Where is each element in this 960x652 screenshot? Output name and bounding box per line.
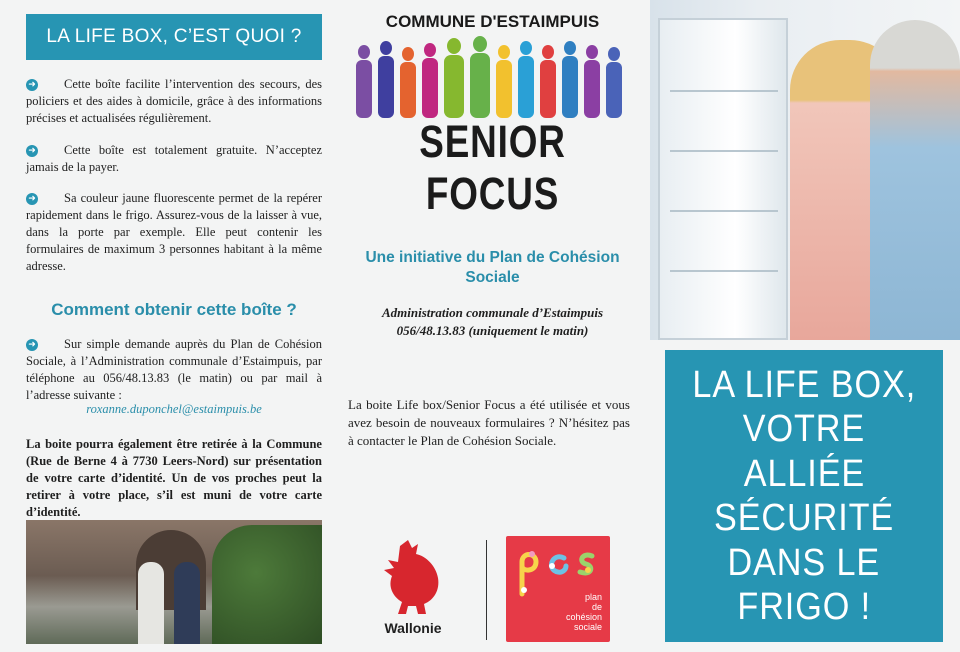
bullet-text-2: Cette boîte est totalement gratuite. N’acceptez jamais de la payer. (26, 143, 322, 174)
photo-man-shape (870, 20, 960, 340)
senior-focus-people-logo (352, 36, 632, 120)
contact-email-link[interactable]: roxanne.duponchel@estaimpuis.be (86, 402, 262, 416)
photo-shelf (670, 90, 778, 92)
arrow-bullet-icon: ➜ (26, 79, 38, 91)
town-hall-photo (26, 520, 322, 644)
bullet-text-3: Sa couleur jaune fluorescente permet de la repérer rapidement dans le frigo. Assurez-vous de la laisser à vue, dans la porte par exemple. Elle peut contenir les formulaires de maximum 3 personnes habitant à la même adresse. (26, 191, 322, 273)
bullet-paragraph-1 (26, 76, 322, 127)
new-forms-paragraph: La boite Life box/Senior Focus a été utilisée et vous avez besoin de nouveaux formulaires ? N’hésitez pas à contacter le Plan de Cohésion Sociale. (348, 397, 630, 448)
administration-phone: 056/48.13.83 (uniquement le matin) (396, 323, 589, 338)
photo-shelf (670, 210, 778, 212)
photo-hedge-shape (212, 525, 322, 644)
left-column (0, 0, 340, 652)
photo-shelf (670, 270, 778, 272)
photo-fridge-shape (658, 18, 788, 340)
photo-person-shape (138, 562, 164, 644)
photo-shelf (670, 150, 778, 152)
senior-focus-logo-text: SENIOR FOCUS (419, 116, 566, 219)
right-column (645, 0, 960, 652)
logo-divider (486, 540, 487, 640)
commune-title: COMMUNE D'ESTAIMPUIS (385, 12, 600, 31)
how-to-obtain-paragraph (26, 336, 322, 404)
initiative-text: Une initiative du Plan de Cohésion Sociale (365, 249, 620, 286)
bullet-paragraph-2 (26, 142, 322, 176)
wallonie-rooster-icon (378, 538, 448, 618)
pcs-label-line: sociale (573, 622, 602, 632)
pickup-paragraph: La boite pourra également être retirée à la Commune (Rue de Berne 4 à 7730 Leers-Nord) sur présentation de votre carte d’identité. Un de vos proches peut la retirer à votre place, s’il est muni de votre carte d’identité. (26, 437, 322, 519)
pcs-label-line: plan (584, 592, 602, 602)
slogan-line: LA LIFE BOX, (692, 363, 916, 406)
pcs-label-line: cohésion (565, 612, 602, 622)
photo-person-shape (174, 562, 200, 644)
how-to-obtain-text: Sur simple demande auprès du Plan de Cohésion Sociale, à l’Administration communale d’Estaimpuis, par téléphone au 056/48.13.83 (le matin) ou par mail à l’adresse suivante : (26, 337, 322, 402)
bullet-text-1: Cette boîte facilite l’intervention des secours, des policiers et des aides à domicile, grâce à des informations précises et actualisées régulièrement. (26, 77, 322, 125)
wallonie-label: Wallonie (384, 620, 442, 636)
administration-name: Administration communale d’Estaimpuis (381, 305, 604, 320)
life-box-title-banner: LA LIFE BOX, C’EST QUOI ? (26, 14, 322, 60)
slogan-box (665, 350, 943, 642)
how-to-obtain-heading: Comment obtenir cette boîte ? (51, 300, 297, 319)
seniors-fridge-photo (650, 0, 960, 340)
slogan-line: DANS LE (727, 541, 881, 584)
pcs-label-line: de (591, 602, 602, 612)
slogan-line: ALLIÉE (743, 452, 865, 495)
slogan-line: FRIGO ! (737, 586, 871, 628)
pcs-label (542, 592, 602, 632)
slogan-line: VOTRE (742, 408, 866, 450)
slogan-line: SÉCURITÉ (713, 497, 895, 539)
arrow-bullet-icon: ➜ (26, 339, 38, 351)
arrow-bullet-icon: ➜ (26, 193, 38, 205)
pcs-logo (506, 536, 610, 642)
bullet-paragraph-3 (26, 190, 322, 275)
arrow-bullet-icon: ➜ (26, 145, 38, 157)
administration-contact (340, 304, 645, 340)
partner-logos (340, 530, 645, 645)
middle-column (340, 0, 645, 652)
